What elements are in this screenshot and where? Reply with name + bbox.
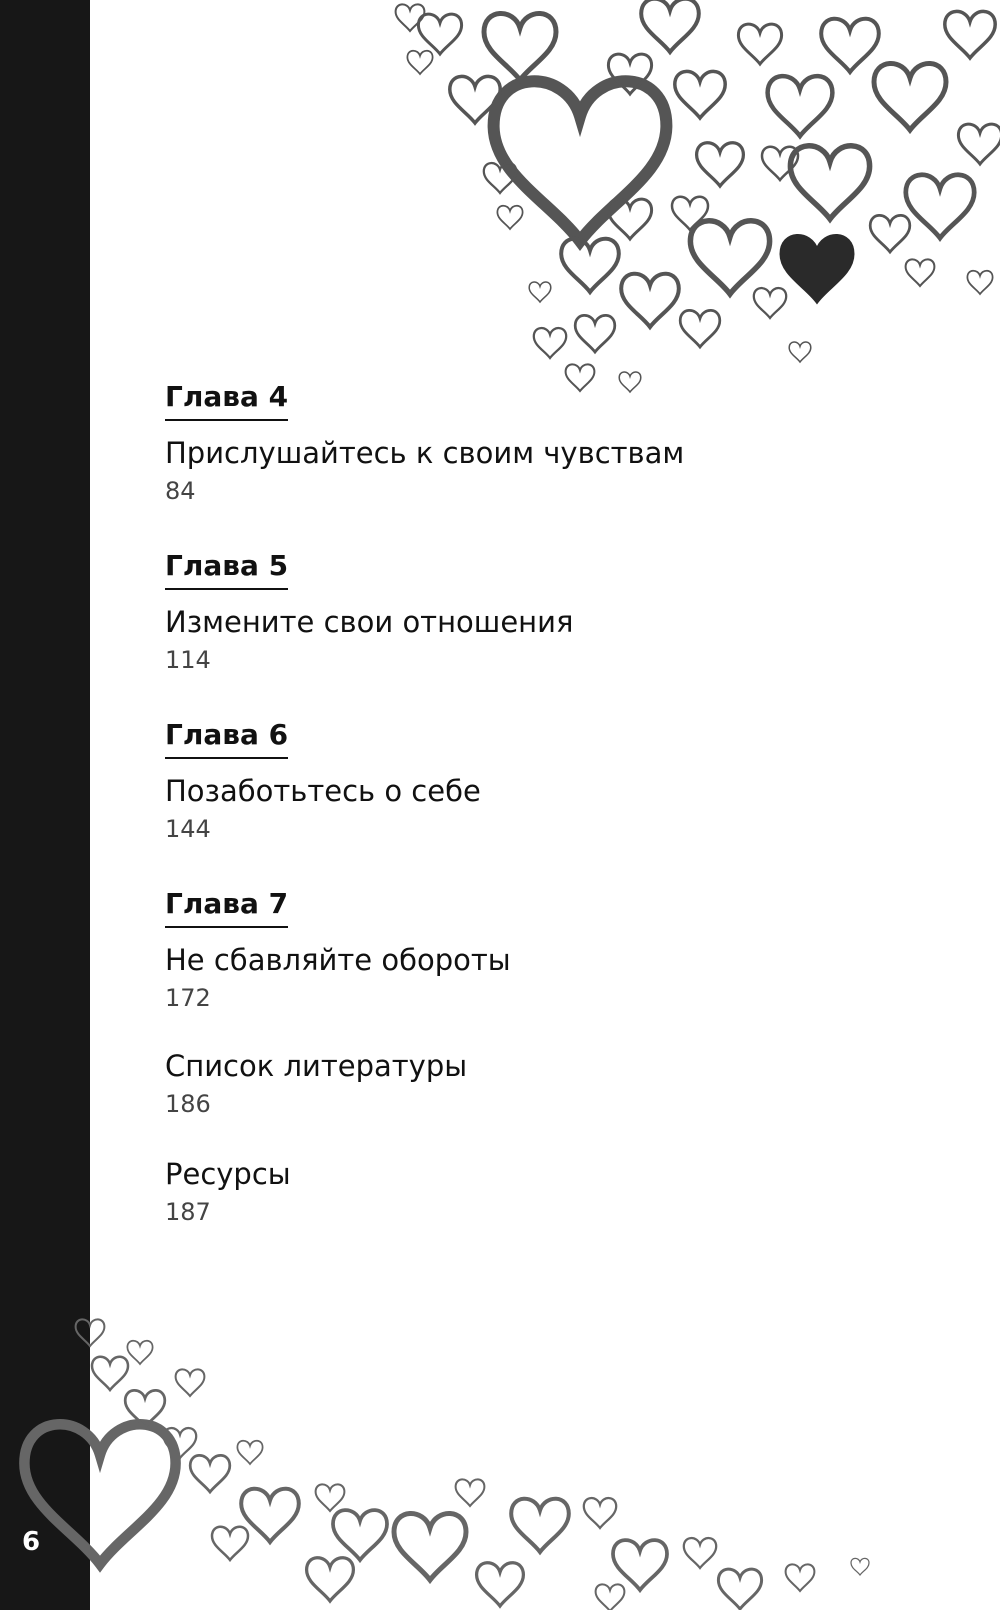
chapter-label: Глава 6 <box>165 718 288 759</box>
toc-chapter-6 <box>165 718 925 847</box>
chapter-page-number: 114 <box>165 646 211 674</box>
hearts-decoration-top <box>380 0 1000 410</box>
chapter-page-number: 144 <box>165 815 211 843</box>
bibliography-title: Список литературы <box>165 1049 468 1083</box>
chapter-title: Позаботьтесь о себе <box>165 774 481 808</box>
chapter-title: Измените свои отношения <box>165 605 574 639</box>
chapter-label: Глава 7 <box>165 887 288 928</box>
bibliography-page-number: 186 <box>165 1090 211 1118</box>
chapter-page-number: 172 <box>165 984 211 1012</box>
table-of-contents <box>165 380 925 1266</box>
chapter-title: Не сбавляйте обороты <box>165 943 511 977</box>
toc-chapter-5 <box>165 549 925 678</box>
chapter-label: Глава 4 <box>165 380 288 421</box>
toc-resources <box>165 1154 925 1230</box>
toc-chapter-4 <box>165 380 925 509</box>
resources-page-number: 187 <box>165 1198 211 1226</box>
chapter-title: Прислушайтесь к своим чувствам <box>165 436 685 470</box>
resources-title: Ресурсы <box>165 1157 291 1191</box>
toc-chapter-7 <box>165 887 925 1016</box>
toc-bibliography <box>165 1046 925 1122</box>
hearts-decoration-bottom <box>0 1310 1000 1610</box>
page-number: 6 <box>22 1527 41 1557</box>
chapter-page-number: 84 <box>165 477 196 505</box>
chapter-label: Глава 5 <box>165 549 288 590</box>
